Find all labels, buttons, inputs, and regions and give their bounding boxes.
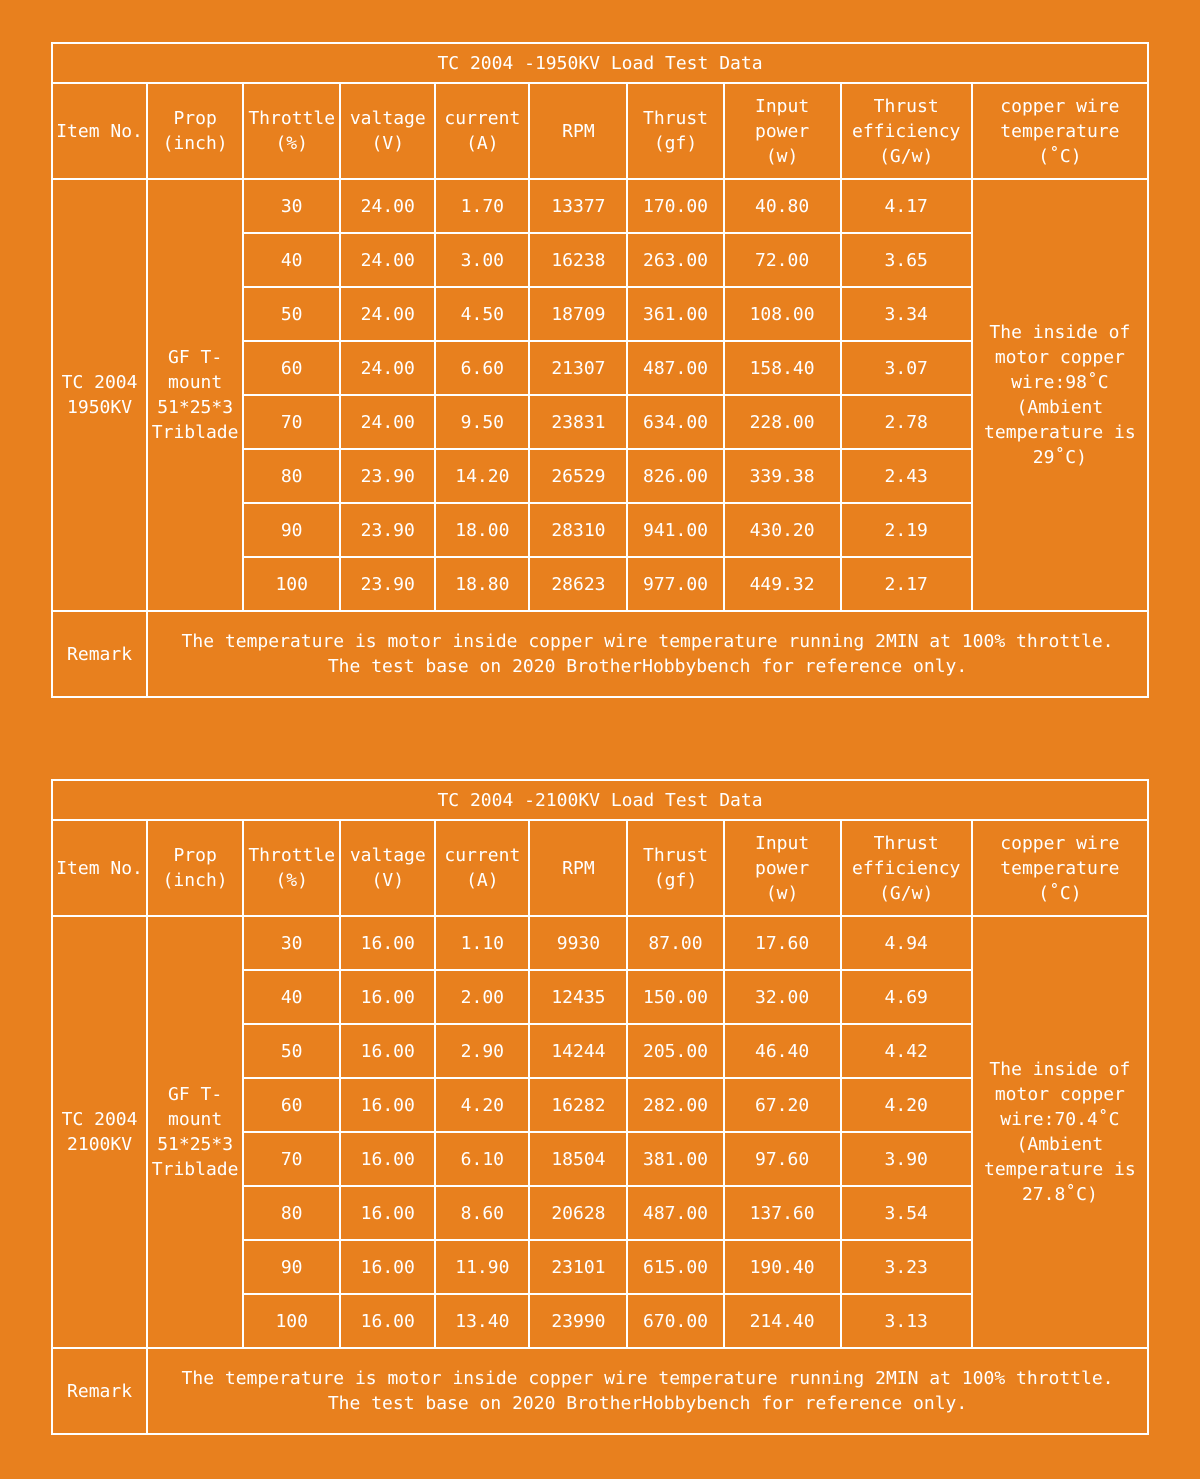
data-cell: 487.00 <box>627 1186 723 1240</box>
data-cell: 80 <box>243 1186 340 1240</box>
data-cell: 1.70 <box>435 179 529 233</box>
data-cell: 3.34 <box>841 287 972 341</box>
data-cell: 977.00 <box>627 557 723 611</box>
column-header: Input power (w) <box>724 820 841 916</box>
column-header: current (A) <box>435 83 529 179</box>
data-cell: 97.60 <box>724 1132 841 1186</box>
data-cell: 28623 <box>529 557 627 611</box>
data-cell: 18709 <box>529 287 627 341</box>
data-cell: 23990 <box>529 1294 627 1348</box>
data-cell: 18.00 <box>435 503 529 557</box>
data-cell: 13377 <box>529 179 627 233</box>
data-cell: 381.00 <box>627 1132 723 1186</box>
item-number-cell: TC 2004 2100KV <box>52 916 147 1348</box>
data-cell: 16.00 <box>340 970 435 1024</box>
data-cell: 23101 <box>529 1240 627 1294</box>
data-cell: 18.80 <box>435 557 529 611</box>
data-cell: 228.00 <box>724 395 841 449</box>
data-cell: 158.40 <box>724 341 841 395</box>
table-title: TC 2004 -1950KV Load Test Data <box>52 43 1148 83</box>
data-cell: 3.65 <box>841 233 972 287</box>
data-cell: 3.07 <box>841 341 972 395</box>
data-cell: 190.40 <box>724 1240 841 1294</box>
remark-label: Remark <box>52 611 147 697</box>
table-row <box>52 179 1148 233</box>
data-cell: 70 <box>243 395 340 449</box>
data-cell: 11.90 <box>435 1240 529 1294</box>
data-cell: 20628 <box>529 1186 627 1240</box>
data-cell: 9.50 <box>435 395 529 449</box>
data-cell: 2.17 <box>841 557 972 611</box>
data-cell: 4.50 <box>435 287 529 341</box>
data-cell: 108.00 <box>724 287 841 341</box>
data-cell: 3.00 <box>435 233 529 287</box>
column-header: Throttle (%) <box>243 83 340 179</box>
data-cell: 28310 <box>529 503 627 557</box>
data-cell: 17.60 <box>724 916 841 970</box>
column-header: current (A) <box>435 820 529 916</box>
data-cell: 826.00 <box>627 449 723 503</box>
column-header: copper wire temperature (˚C) <box>972 820 1148 916</box>
data-cell: 60 <box>243 341 340 395</box>
data-cell: 263.00 <box>627 233 723 287</box>
data-cell: 3.13 <box>841 1294 972 1348</box>
data-cell: 487.00 <box>627 341 723 395</box>
column-header: Thrust efficiency (G/w) <box>841 820 972 916</box>
data-cell: 12435 <box>529 970 627 1024</box>
data-cell: 16.00 <box>340 1078 435 1132</box>
data-cell: 339.38 <box>724 449 841 503</box>
data-cell: 72.00 <box>724 233 841 287</box>
data-cell: 40 <box>243 970 340 1024</box>
data-cell: 80 <box>243 449 340 503</box>
prop-cell: GF T- mount 51*25*3 Triblade <box>147 916 243 1348</box>
data-cell: 6.60 <box>435 341 529 395</box>
temperature-cell: The inside of motor copper wire:98˚C (Ambient temperature is 29˚C) <box>972 179 1148 611</box>
data-cell: 4.20 <box>435 1078 529 1132</box>
remark-label: Remark <box>52 1348 147 1434</box>
data-cell: 30 <box>243 179 340 233</box>
column-header: Thrust efficiency (G/w) <box>841 83 972 179</box>
data-cell: 2.43 <box>841 449 972 503</box>
data-cell: 40.80 <box>724 179 841 233</box>
data-cell: 16.00 <box>340 1024 435 1078</box>
data-cell: 24.00 <box>340 179 435 233</box>
data-cell: 4.17 <box>841 179 972 233</box>
data-cell: 4.20 <box>841 1078 972 1132</box>
data-cell: 4.69 <box>841 970 972 1024</box>
data-cell: 16.00 <box>340 1132 435 1186</box>
data-cell: 23.90 <box>340 503 435 557</box>
column-header: Throttle (%) <box>243 820 340 916</box>
data-cell: 67.20 <box>724 1078 841 1132</box>
data-cell: 70 <box>243 1132 340 1186</box>
data-cell: 90 <box>243 503 340 557</box>
data-cell: 941.00 <box>627 503 723 557</box>
data-cell: 24.00 <box>340 395 435 449</box>
data-cell: 14244 <box>529 1024 627 1078</box>
column-header: RPM <box>529 83 627 179</box>
data-cell: 50 <box>243 1024 340 1078</box>
data-cell: 3.90 <box>841 1132 972 1186</box>
data-cell: 50 <box>243 287 340 341</box>
table-title: TC 2004 -2100KV Load Test Data <box>52 780 1148 820</box>
column-header: Item No. <box>52 83 147 179</box>
item-number-cell: TC 2004 1950KV <box>52 179 147 611</box>
data-cell: 16.00 <box>340 1294 435 1348</box>
data-cell: 24.00 <box>340 287 435 341</box>
data-cell: 24.00 <box>340 233 435 287</box>
column-header: Item No. <box>52 820 147 916</box>
remark-text: The temperature is motor inside copper wire temperature running 2MIN at 100% throttle. The test base on 2020 BrotherHobbybench for reference only. <box>147 1348 1148 1434</box>
data-cell: 150.00 <box>627 970 723 1024</box>
data-cell: 23.90 <box>340 557 435 611</box>
data-cell: 6.10 <box>435 1132 529 1186</box>
data-cell: 449.32 <box>724 557 841 611</box>
data-cell: 634.00 <box>627 395 723 449</box>
temperature-cell: The inside of motor copper wire:70.4˚C (Ambient temperature is 27.8˚C) <box>972 916 1148 1348</box>
data-cell: 87.00 <box>627 916 723 970</box>
data-cell: 14.20 <box>435 449 529 503</box>
data-cell: 2.19 <box>841 503 972 557</box>
data-cell: 13.40 <box>435 1294 529 1348</box>
data-cell: 2.90 <box>435 1024 529 1078</box>
data-cell: 2.00 <box>435 970 529 1024</box>
data-cell: 24.00 <box>340 341 435 395</box>
data-cell: 60 <box>243 1078 340 1132</box>
data-cell: 23831 <box>529 395 627 449</box>
data-cell: 2.78 <box>841 395 972 449</box>
column-header: RPM <box>529 820 627 916</box>
data-cell: 1.10 <box>435 916 529 970</box>
data-cell: 23.90 <box>340 449 435 503</box>
data-cell: 8.60 <box>435 1186 529 1240</box>
column-header: Thrust (gf) <box>627 820 723 916</box>
column-header: copper wire temperature (˚C) <box>972 83 1148 179</box>
data-cell: 32.00 <box>724 970 841 1024</box>
data-cell: 4.94 <box>841 916 972 970</box>
load-test-table-1950kv <box>51 42 1149 698</box>
prop-cell: GF T- mount 51*25*3 Triblade <box>147 179 243 611</box>
table-row <box>52 916 1148 970</box>
remark-text: The temperature is motor inside copper wire temperature running 2MIN at 100% throttle. The test base on 2020 BrotherHobbybench for reference only. <box>147 611 1148 697</box>
data-cell: 46.40 <box>724 1024 841 1078</box>
data-cell: 18504 <box>529 1132 627 1186</box>
data-cell: 4.42 <box>841 1024 972 1078</box>
data-cell: 100 <box>243 557 340 611</box>
data-cell: 16238 <box>529 233 627 287</box>
column-header: Input power (w) <box>724 83 841 179</box>
data-cell: 670.00 <box>627 1294 723 1348</box>
data-cell: 26529 <box>529 449 627 503</box>
data-cell: 16.00 <box>340 1186 435 1240</box>
data-cell: 16282 <box>529 1078 627 1132</box>
column-header: Prop (inch) <box>147 83 243 179</box>
column-header: Thrust (gf) <box>627 83 723 179</box>
column-header: valtage (V) <box>340 820 435 916</box>
data-cell: 3.23 <box>841 1240 972 1294</box>
data-cell: 3.54 <box>841 1186 972 1240</box>
data-cell: 361.00 <box>627 287 723 341</box>
data-cell: 16.00 <box>340 916 435 970</box>
data-cell: 16.00 <box>340 1240 435 1294</box>
data-cell: 137.60 <box>724 1186 841 1240</box>
data-cell: 21307 <box>529 341 627 395</box>
data-cell: 9930 <box>529 916 627 970</box>
data-cell: 615.00 <box>627 1240 723 1294</box>
data-cell: 282.00 <box>627 1078 723 1132</box>
data-cell: 205.00 <box>627 1024 723 1078</box>
data-cell: 430.20 <box>724 503 841 557</box>
data-cell: 30 <box>243 916 340 970</box>
column-header: valtage (V) <box>340 83 435 179</box>
data-cell: 100 <box>243 1294 340 1348</box>
data-cell: 90 <box>243 1240 340 1294</box>
data-cell: 214.40 <box>724 1294 841 1348</box>
data-cell: 40 <box>243 233 340 287</box>
load-test-table-2100kv <box>51 779 1149 1435</box>
column-header: Prop (inch) <box>147 820 243 916</box>
data-cell: 170.00 <box>627 179 723 233</box>
